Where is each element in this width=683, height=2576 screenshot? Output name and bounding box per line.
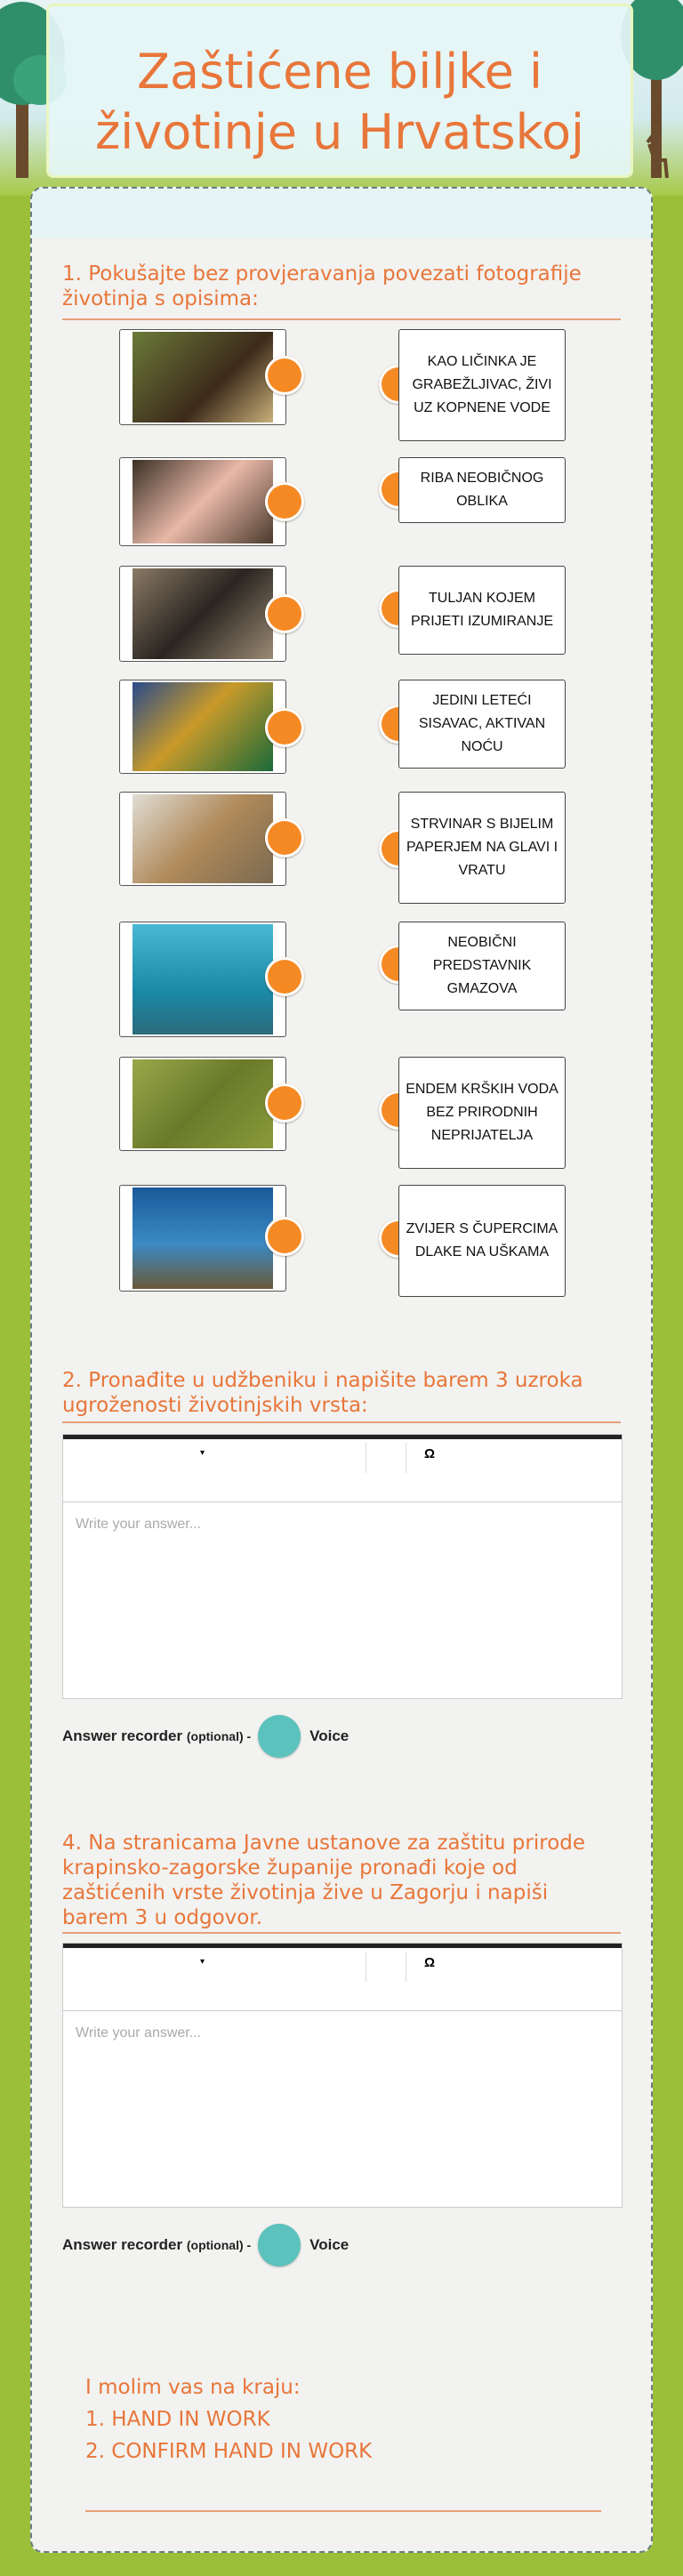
match-dot-left-2[interactable] bbox=[265, 482, 304, 521]
special-char-button[interactable]: Ω bbox=[424, 1446, 436, 1461]
olm-photo bbox=[133, 460, 273, 543]
image-card-seahorse[interactable] bbox=[119, 680, 286, 774]
description-card-6[interactable]: NEOBIČNI PREDSTAVNIK GMAZOVA bbox=[398, 922, 566, 1010]
question-4-title: 4. Na stranicama Javne ustanove za zaštitu prirode krapinsko-zagorske županije pronađi koje od zaštićenih vrste životinja žive u Zagorju i napiši barem 3 u odgovor. bbox=[62, 1831, 586, 1929]
voice-label: Voice bbox=[309, 2236, 350, 2253]
recorder-label bbox=[62, 1727, 251, 1745]
image-card-seal[interactable] bbox=[119, 922, 286, 1037]
image-card-turtle[interactable] bbox=[119, 1185, 286, 1292]
image-card-vulture[interactable] bbox=[119, 329, 286, 425]
answer-textarea-q4[interactable]: Write your answer... bbox=[76, 2025, 202, 2041]
image-card-dragonfly[interactable] bbox=[119, 1057, 286, 1151]
answer-recorder-q2 bbox=[62, 1715, 349, 1758]
format-dropdown-icon[interactable]: ▾ bbox=[200, 1448, 205, 1458]
record-voice-button[interactable] bbox=[258, 2224, 301, 2266]
editor-toolbar-q4 bbox=[63, 1944, 622, 2011]
turtle-photo bbox=[133, 1187, 273, 1289]
panel-top-strip bbox=[32, 189, 651, 238]
final-line-1: I molim vas na kraju: bbox=[85, 2376, 301, 2399]
description-card-1[interactable]: KAO LIČINKA JE GRABEŽLJIVAC, ŽIVI UZ KOPNENE VODE bbox=[398, 329, 566, 441]
recorder-optional-text: (optional) - bbox=[186, 1729, 252, 1743]
description-card-4[interactable]: JEDINI LETEĆI SISAVAC, AKTIVAN NOĆU bbox=[398, 680, 566, 769]
bat-photo bbox=[133, 568, 273, 659]
description-card-8[interactable]: ZVIJER S ČUPERCIMA DLAKE NA UŠKAMA bbox=[398, 1185, 566, 1297]
match-dot-left-6[interactable] bbox=[265, 957, 304, 996]
seal-photo bbox=[133, 924, 273, 1034]
answer-editor-q2 bbox=[62, 1434, 623, 1699]
vulture-photo bbox=[133, 332, 273, 423]
recorder-label bbox=[62, 2236, 251, 2254]
lynx-photo bbox=[133, 794, 273, 883]
recorder-label-text: Answer recorder bbox=[62, 1727, 183, 1744]
question-2-divider bbox=[62, 1421, 621, 1423]
page-title bbox=[49, 6, 631, 163]
title-banner bbox=[46, 4, 633, 178]
question-1-title: 1. Pokušajte bez provjeravanja povezati fotografije životinja s opisima: bbox=[62, 262, 582, 310]
final-line-2: 1. HAND IN WORK bbox=[85, 2408, 270, 2431]
final-instructions bbox=[85, 2371, 372, 2467]
editor-toolbar-q2 bbox=[63, 1435, 622, 1502]
question-2-title: 2. Pronađite u udžbeniku i napišite barem 3 uzroka ugroženosti životinjskih vrsta: bbox=[62, 1369, 583, 1417]
answer-editor-q4 bbox=[62, 1943, 623, 2208]
voice-label: Voice bbox=[309, 1727, 350, 1744]
description-card-5[interactable]: STRVINAR S BIJELIM PAPERJEM NA GLAVI I VRATU bbox=[398, 792, 566, 904]
description-card-7[interactable]: ENDEM KRŠKIH VODA BEZ PRIRODNIH NEPRIJATELJA bbox=[398, 1057, 566, 1169]
description-card-2[interactable]: RIBA NEOBIČNOG OBLIKA bbox=[398, 457, 566, 523]
format-dropdown-icon[interactable]: ▾ bbox=[200, 1957, 205, 1967]
worksheet-panel bbox=[30, 187, 653, 2553]
match-dot-left-7[interactable] bbox=[265, 1083, 304, 1123]
recorder-optional-text: (optional) - bbox=[186, 2238, 252, 2252]
image-card-bat[interactable] bbox=[119, 566, 286, 662]
page-title-line1: Zaštićene biljke i bbox=[137, 44, 542, 100]
special-char-button[interactable]: Ω bbox=[424, 1955, 436, 1970]
image-card-olm[interactable] bbox=[119, 457, 286, 546]
answer-textarea-q2[interactable]: Write your answer... bbox=[76, 1517, 202, 1532]
match-dot-left-5[interactable] bbox=[265, 818, 304, 857]
record-voice-button[interactable] bbox=[258, 1715, 301, 1758]
recorder-label-text: Answer recorder bbox=[62, 2236, 183, 2253]
dragonfly-photo bbox=[133, 1059, 273, 1148]
match-dot-left-4[interactable] bbox=[265, 708, 304, 747]
answer-recorder-q4 bbox=[62, 2224, 349, 2266]
description-card-3[interactable]: TULJAN KOJEM PRIJETI IZUMIRANJE bbox=[398, 566, 566, 655]
question-4-divider bbox=[62, 1932, 621, 1934]
match-dot-left-3[interactable] bbox=[265, 594, 304, 633]
final-divider bbox=[85, 2510, 601, 2512]
page-title-line2: životinje u Hrvatskoj bbox=[94, 104, 585, 160]
question-1-divider bbox=[62, 318, 621, 320]
seahorse-photo bbox=[133, 682, 273, 771]
match-dot-left-8[interactable] bbox=[265, 1217, 304, 1256]
final-line-3: 2. CONFIRM HAND IN WORK bbox=[85, 2440, 373, 2463]
deer-icon bbox=[639, 125, 674, 178]
match-dot-left-1[interactable] bbox=[265, 356, 304, 395]
image-card-lynx[interactable] bbox=[119, 792, 286, 886]
